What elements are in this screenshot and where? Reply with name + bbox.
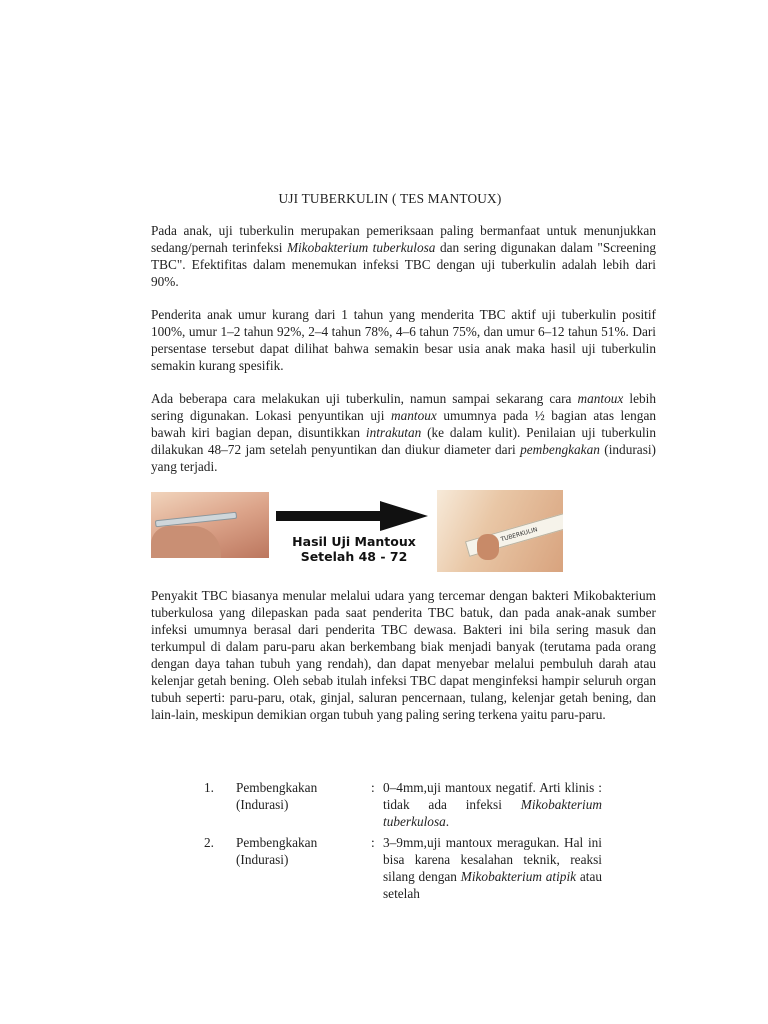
injection-photo [151,492,269,566]
description-text: atau setelah [383,869,602,901]
italic-term: Mikobakterium atipik [460,869,577,884]
arrow-caption [284,534,424,564]
term-line: Pembengkakan [236,835,318,850]
description-text: . [445,814,450,829]
list-item-term [236,834,366,868]
list-item-colon: : [371,835,375,850]
paragraph-age-stats: Penderita anak umur kurang dari 1 tahun yang menderita TBC aktif uji tuberkulin positif 100%, umur 1–2 tahun 92%, 2–4 tahun 78%, 4–6 tahun 75%, dan umur 6–12 tahun 51%. Dari persentase tersebut dapat dilihat bahwa semakin besar usia anak maka hasil uji tuberkulin semakin kurang spesifik. [151,307,656,373]
list-item-description [383,779,602,830]
italic-term: intrakutan [365,425,422,440]
list-item-colon: : [371,780,375,795]
term-line: (Indurasi) [236,797,289,812]
list-item-number: 1. [204,780,214,795]
paragraph-text: dan sering digunakan dalam "Screening TBC". Efektifitas dalam menemukan infeksi TBC dengan uji tuberkulin adalah lebih dari 90%. [151,240,656,289]
italic-term: mantoux [391,408,437,423]
right-arrow-icon [272,500,432,532]
description-text: 0–4mm,uji mantoux negatif. Arti klinis : tidak ada infeksi [383,780,602,812]
document-title: UJI TUBERKULIN ( TES MANTOUX) [278,191,502,206]
paragraph-intro [151,222,656,290]
italic-term: mantoux [577,391,624,406]
paragraph-text: (ke dalam kulit). Penilaian uji tuberkulin dilakukan 48–72 jam setelah penyuntikan dan diukur diameter dari [151,425,657,457]
measurement-ruler: TUBERKULIN [465,511,563,557]
syringe-needle [155,512,237,528]
italic-term: pembengkakan [520,442,600,457]
paragraph-text: Ada beberapa cara melakukan uji tuberkulin, namun sampai sekarang cara [151,391,578,406]
term-line: Pembengkakan [236,780,318,795]
list-item-term [236,779,366,813]
photo-caption-strip [151,558,269,566]
paragraph-text: (indurasi) yang terjadi. [151,442,656,474]
arrow-caption-line1: Hasil Uji Mantoux [292,534,416,549]
paragraph-transmission: Penyakit TBC biasanya menular melalui udara yang tercemar dengan bakteri Mikobakterium tuberkulosa yang dilepaskan pada saat penderita TBC batuk, dan pada anak-anak sumber infeksi umumnya berasal dari penderita TBC dewasa. Bakteri ini bila sering masuk dan terkumpul di dalam paru-paru akan berkembang biak menjadi banyak (terutama pada orang dengan daya tahan tubuh yang rendah), dan dapat menyebar melalui pembuluh darah atau kelenjar getah bening. Oleh sebab itulah infeksi TBC dapat menginfeksi hampir seluruh organ tubuh seperti: paru-paru, otak, ginjal, saluran pencernaan, tulang, kelenjar getah bening, dan lain-lain, meskipun demikian organ tubuh yang paling sering terkena yaitu paru-paru. [151,588,656,722]
paragraph-text: Pada anak, uji tuberkulin merupakan pemeriksaan paling bermanfaat untuk menunjukkan sedang/pernah terinfeksi [151,223,656,255]
result-photo [437,490,563,572]
list-item-number: 2. [204,835,214,850]
italic-term: Mikobakterium tuberkulosa [383,797,602,829]
thumb-shape [477,534,499,560]
term-line: (Indurasi) [236,852,289,867]
mantoux-figure [151,490,563,578]
arrow-caption-line2: Setelah 48 - 72 [300,549,408,564]
paragraph-text: umumnya pada ½ bagian atas lengan bawah kiri bagian depan, disuntikkan [151,408,656,440]
paragraph-text: lebih sering digunakan. Lokasi penyuntikan uji [151,391,656,423]
list-item-description [383,834,602,902]
paragraph-method [151,390,656,475]
italic-term: Mikobakterium tuberkulosa [286,240,436,255]
description-text: 3–9mm,uji mantoux meragukan. Hal ini bisa karena kesalahan teknik, reaksi silang dengan [383,835,602,884]
